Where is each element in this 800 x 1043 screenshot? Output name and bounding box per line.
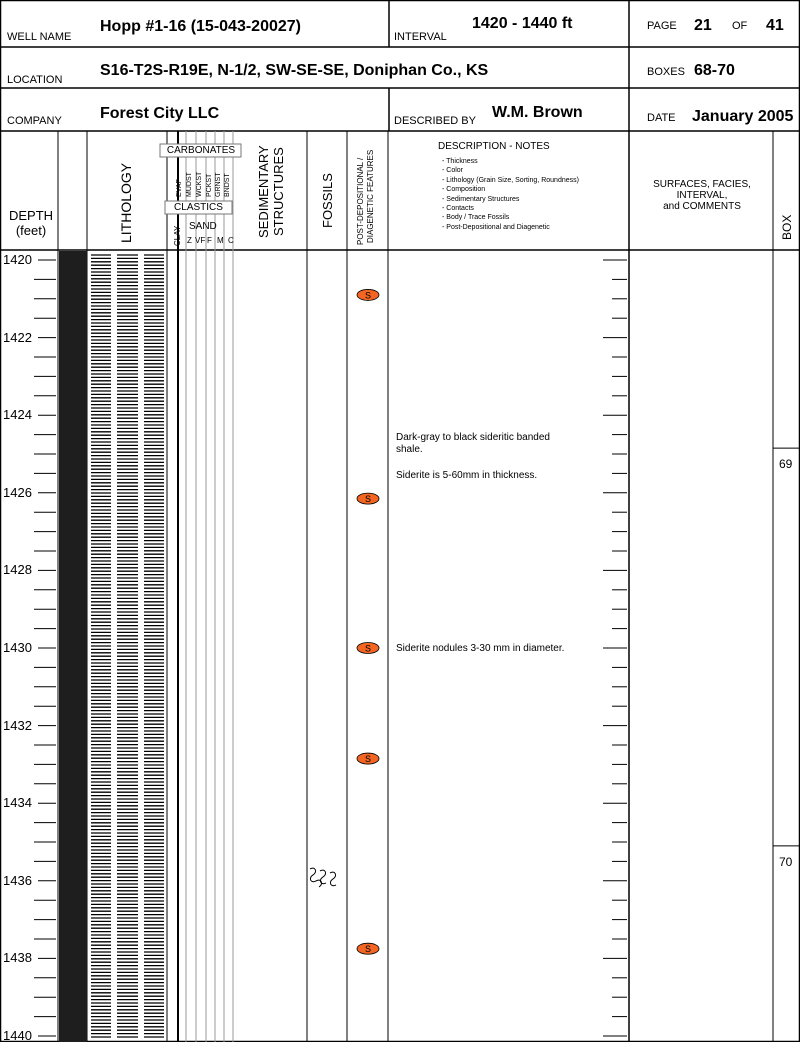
depth-label: 1440 — [3, 1028, 32, 1043]
description-checklist-item: - Lithology (Grain Size, Sorting, Roundness) — [442, 176, 579, 184]
description-note: Siderite nodules 3-30 mm in diameter. — [396, 643, 565, 654]
interval-value: 1420 - 1440 ft — [472, 15, 573, 32]
lithology-dark-strip — [59, 251, 87, 1042]
fossils-header: FOSSILS — [320, 173, 335, 228]
carbonate-type-label: PCKST — [206, 173, 213, 197]
lithology-header: LITHOLOGY — [118, 162, 134, 243]
siderite-icon-label: S — [364, 643, 372, 654]
boxes-value: 68-70 — [694, 62, 735, 79]
location-label: LOCATION — [7, 74, 63, 86]
described-by-label: DESCRIBED BY — [394, 115, 476, 127]
description-checklist-item: - Contacts — [442, 205, 474, 213]
description-checklist-item: - Color — [442, 167, 464, 175]
well-name-value: Hopp #1-16 (15-043-20027) — [100, 18, 301, 35]
company-label: COMPANY — [7, 115, 62, 127]
interval-label: INTERVAL — [394, 31, 447, 43]
depth-label: 1438 — [3, 950, 32, 966]
described-by-value: W.M. Brown — [492, 104, 583, 121]
post-depositional-header-1: POST-DEPOSITIONAL / — [356, 157, 365, 245]
shale-pattern — [91, 255, 164, 1037]
boxes-label: BOXES — [647, 66, 685, 78]
well-name-label: WELL NAME — [7, 31, 72, 43]
depth-label: 1432 — [3, 717, 32, 733]
carbonate-type-label: BNDST — [224, 173, 231, 197]
date-value: January 2005 — [692, 108, 794, 125]
page-number: 21 — [694, 17, 712, 34]
depth-label: 1424 — [3, 407, 32, 423]
post-depositional-header-2: DIAGENETIC FEATURES — [366, 149, 375, 243]
sand-grade-label: C — [228, 236, 234, 245]
description-title: DESCRIPTION - NOTES — [438, 141, 550, 152]
description-checklist-item: - Body / Trace Fossils — [442, 214, 510, 222]
sand-grade-label: VF — [195, 236, 206, 245]
depth-label: 1426 — [3, 484, 32, 500]
description-checklist-item: - Composition — [442, 186, 486, 194]
description-note: Dark-gray to black sideritic banded — [396, 432, 550, 443]
page-label: PAGE — [647, 20, 677, 32]
description-checklist-item: - Thickness — [442, 158, 478, 165]
trace-fossil-icon — [310, 868, 336, 887]
description-checklist-item: - Sedimentary Structures — [442, 195, 520, 203]
box-header: BOX — [780, 214, 794, 240]
depth-label: 1428 — [3, 562, 32, 578]
depth-header: DEPTH (feet) — [8, 208, 54, 238]
carbonates-header: CARBONATES — [166, 145, 236, 156]
depth-label: 1434 — [3, 795, 32, 811]
carbonate-type-label: EVAP — [176, 178, 183, 197]
sand-grade-label: F — [207, 236, 212, 245]
company-value: Forest City LLC — [100, 105, 220, 122]
depth-label: 1430 — [3, 640, 32, 655]
of-label: OF — [732, 20, 748, 32]
page-total: 41 — [766, 17, 784, 34]
carbonate-type-label: MUDST — [186, 172, 193, 197]
clay-header: CLAY — [173, 225, 182, 246]
carbonate-type-label: WCKST — [196, 171, 203, 197]
depth-label: 1420 — [3, 252, 32, 267]
siderite-icon-label: S — [364, 944, 372, 955]
location-value: S16-T2S-R19E, N-1/2, SW-SE-SE, Doniphan Co., KS — [100, 62, 489, 79]
description-note: shale. — [396, 444, 423, 455]
sedimentary-structures-header-1: SEDIMENTARY — [256, 145, 271, 238]
siderite-icon-label: S — [364, 290, 372, 301]
box-number: 70 — [779, 854, 793, 869]
description-checklist-item: - Post-Depositional and Diagenetic — [442, 223, 550, 231]
siderite-icon-label: S — [364, 494, 372, 505]
clastics-header: CLASTICS — [174, 202, 223, 213]
box-number: 69 — [779, 457, 793, 472]
depth-label: 1436 — [3, 872, 32, 888]
siderite-icon-label: S — [364, 754, 372, 765]
date-label: DATE — [647, 112, 676, 124]
sand-grade-label: M — [217, 236, 224, 245]
sedimentary-structures-header-2: STRUCTURES — [271, 147, 286, 236]
depth-label: 1422 — [3, 329, 32, 345]
surfaces-header: SURFACES, FACIES, INTERVAL, and COMMENTS — [653, 179, 751, 212]
description-note: Siderite is 5-60mm in thickness. — [396, 470, 538, 481]
carbonate-type-label: GRNST — [215, 172, 222, 197]
sand-grade-label: Z — [187, 236, 192, 245]
sand-header: SAND — [189, 221, 217, 232]
